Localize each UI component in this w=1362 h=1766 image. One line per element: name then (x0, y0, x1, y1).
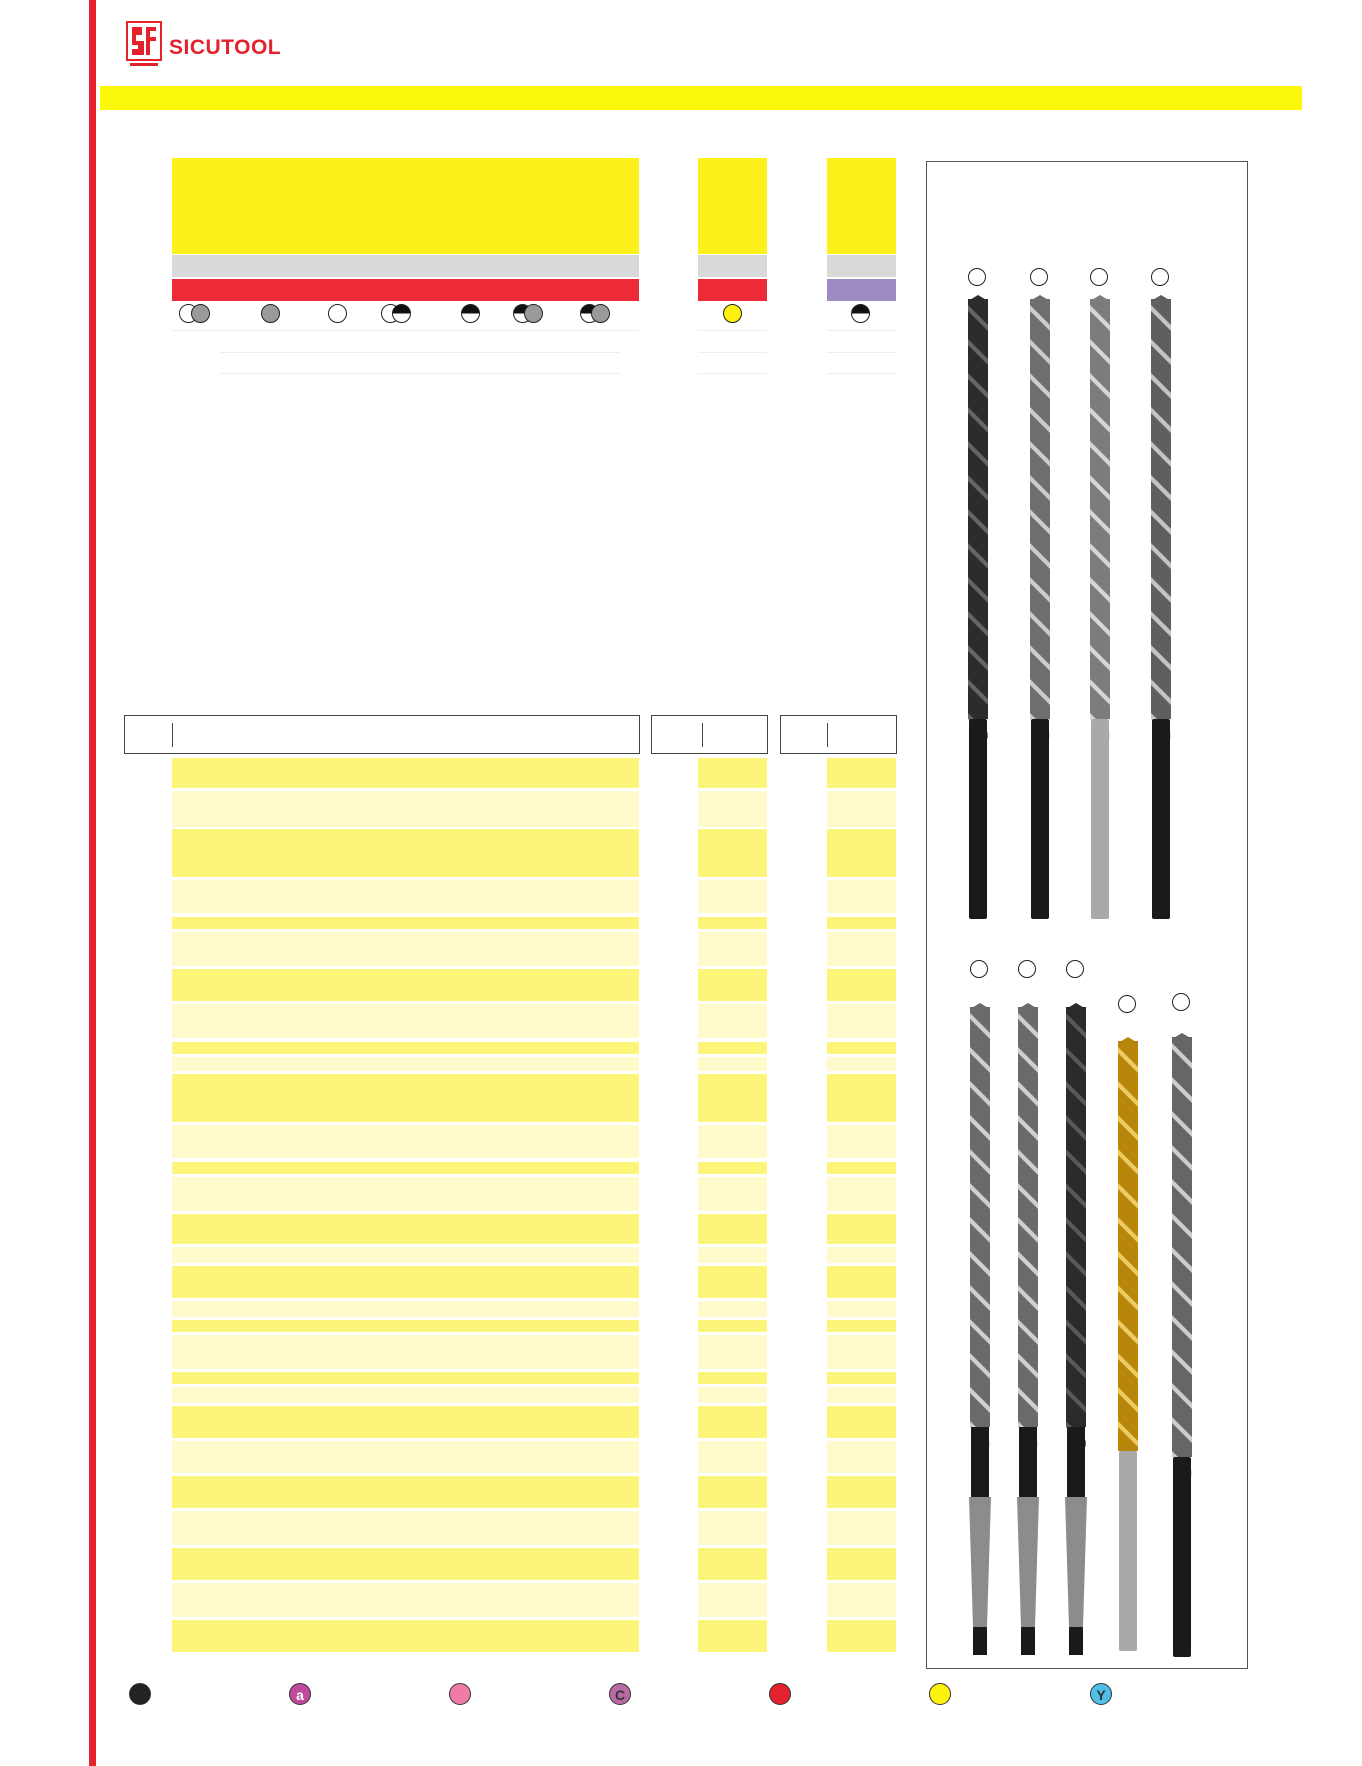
table-row (172, 829, 639, 877)
faint-line (220, 373, 620, 374)
blue-y-dot-icon (1090, 1683, 1112, 1705)
table-row (172, 1057, 639, 1071)
table-row (172, 1406, 639, 1438)
table-row (698, 1372, 767, 1384)
table-row (172, 1548, 639, 1580)
table-row (172, 758, 639, 788)
yellow-dot-icon (929, 1683, 951, 1705)
gray-circle-icon (261, 304, 280, 323)
table-row (698, 1320, 767, 1332)
table-row (172, 1125, 639, 1158)
half-black-gray-circles-icon (524, 304, 543, 323)
table-row (827, 1476, 896, 1508)
table-row (827, 1372, 896, 1384)
drill-bit-icon (1148, 295, 1174, 925)
table-row (827, 1266, 896, 1298)
table-row (827, 917, 896, 929)
table-row (172, 1004, 639, 1038)
table-row (827, 1004, 896, 1038)
top-block-main-red (172, 279, 639, 301)
half-black-circle-icon (851, 304, 870, 323)
table-row (827, 1301, 896, 1317)
table-row (827, 1214, 896, 1244)
faint-line (172, 330, 639, 331)
table-row (698, 1511, 767, 1545)
white-gray-circles-icon (191, 304, 210, 323)
table-row (172, 1335, 639, 1369)
table-row (827, 1125, 896, 1158)
table-row (827, 1548, 896, 1580)
brand-name: SICUTOOL (169, 36, 282, 59)
half-black-gray-circles-icon (591, 304, 610, 323)
legend-letter: C (614, 1687, 626, 1703)
table-row (827, 880, 896, 913)
top-block-right-gray (827, 255, 896, 277)
faint-line (827, 330, 896, 331)
table-row (698, 1247, 767, 1263)
table-row (172, 1441, 639, 1473)
table-row (827, 1441, 896, 1473)
table-row (698, 758, 767, 788)
faint-line (827, 352, 896, 353)
table-row (698, 1162, 767, 1174)
faint-line (698, 352, 767, 353)
pink-dot-icon (449, 1683, 471, 1705)
drill-bit-icon (965, 295, 991, 925)
table-row (698, 1548, 767, 1580)
table-row (827, 791, 896, 827)
table-row (827, 1620, 896, 1652)
table-row (172, 1301, 639, 1317)
product-marker-circle (1172, 993, 1190, 1011)
table-row (698, 1057, 767, 1071)
drill-bit-icon (1027, 295, 1053, 925)
table-row (698, 880, 767, 913)
table-row (172, 1387, 639, 1403)
top-block-right-lavender (827, 279, 896, 301)
table-row (827, 1162, 896, 1174)
table-row (172, 932, 639, 966)
table-row (698, 791, 767, 827)
table-row (172, 917, 639, 929)
table-row (698, 1074, 767, 1122)
white-circle-icon (328, 304, 347, 323)
table-row (172, 1074, 639, 1122)
table-row (698, 1620, 767, 1652)
purple-a-dot-icon (289, 1683, 311, 1705)
table-row (698, 1406, 767, 1438)
product-marker-circle (1030, 268, 1048, 286)
table-row (172, 1214, 639, 1244)
brand-logo (126, 21, 316, 71)
mauve-c-dot-icon (609, 1683, 631, 1705)
table-row (698, 1583, 767, 1617)
drill-bit-icon (1063, 1003, 1089, 1663)
yellow-circle-icon (723, 304, 742, 323)
table-row (698, 1441, 767, 1473)
table-row (172, 1620, 639, 1652)
legend-letter: a (296, 1687, 304, 1703)
table-row (172, 1583, 639, 1617)
product-marker-circle (1118, 995, 1136, 1013)
table-row (172, 1320, 639, 1332)
top-block-middle-gray (698, 255, 767, 277)
table-row (827, 1387, 896, 1403)
half-black-circle-icon (461, 304, 480, 323)
table-row (698, 1476, 767, 1508)
table-row (172, 969, 639, 1001)
table-row (827, 829, 896, 877)
table-header-divider (827, 723, 828, 747)
faint-line (220, 352, 620, 353)
table-row (698, 1042, 767, 1054)
drill-bit-icon (1015, 1003, 1041, 1663)
faint-line (698, 330, 767, 331)
table-row (698, 1301, 767, 1317)
left-red-rule (89, 0, 96, 1766)
header-yellow-band (100, 86, 1302, 110)
table-row (698, 1004, 767, 1038)
drill-bit-icon (967, 1003, 993, 1663)
drill-bit-icon (1169, 1033, 1195, 1663)
table-row (827, 1057, 896, 1071)
table-header-middle (651, 715, 768, 754)
table-row (172, 791, 639, 827)
legend-letter: Y (1096, 1687, 1106, 1703)
top-block-main-gray (172, 255, 639, 277)
top-block-right-yellow (827, 158, 896, 254)
table-row (172, 1372, 639, 1384)
table-row (172, 1177, 639, 1211)
table-row (698, 1125, 767, 1158)
product-marker-circle (970, 960, 988, 978)
red-dot-icon (769, 1683, 791, 1705)
table-header-main (124, 715, 640, 754)
table-row (827, 1406, 896, 1438)
table-row (172, 1511, 639, 1545)
product-marker-circle (968, 268, 986, 286)
table-row (827, 1583, 896, 1617)
drill-bit-icon (1115, 1037, 1141, 1657)
faint-line (827, 373, 896, 374)
table-row (698, 1177, 767, 1211)
table-row (698, 932, 767, 966)
table-row (698, 1387, 767, 1403)
table-row (827, 1177, 896, 1211)
table-row (172, 1266, 639, 1298)
black-dot-icon (129, 1683, 151, 1705)
table-row (827, 969, 896, 1001)
sicutool-logo-icon (126, 21, 162, 69)
table-row (172, 1247, 639, 1263)
table-row (827, 1074, 896, 1122)
table-header-divider (702, 723, 703, 747)
table-row (698, 969, 767, 1001)
table-row (827, 1335, 896, 1369)
table-row (827, 1511, 896, 1545)
drill-bit-icon (1087, 295, 1113, 925)
product-marker-circle (1018, 960, 1036, 978)
white-half-black-circles-icon (392, 304, 411, 323)
table-row (698, 1266, 767, 1298)
table-row (172, 880, 639, 913)
table-row (698, 1335, 767, 1369)
table-header-divider (172, 723, 173, 747)
table-row (827, 932, 896, 966)
table-row (172, 1042, 639, 1054)
product-marker-circle (1066, 960, 1084, 978)
faint-line (698, 373, 767, 374)
table-row (698, 1214, 767, 1244)
table-row (827, 1320, 896, 1332)
table-row (827, 1247, 896, 1263)
table-row (698, 917, 767, 929)
table-row (172, 1162, 639, 1174)
top-block-middle-yellow (698, 158, 767, 254)
table-row (827, 758, 896, 788)
top-block-middle-red (698, 279, 767, 301)
table-row (827, 1042, 896, 1054)
table-header-right (780, 715, 897, 754)
top-block-main-yellow (172, 158, 639, 254)
table-row (698, 829, 767, 877)
product-marker-circle (1151, 268, 1169, 286)
table-row (172, 1476, 639, 1508)
product-marker-circle (1090, 268, 1108, 286)
